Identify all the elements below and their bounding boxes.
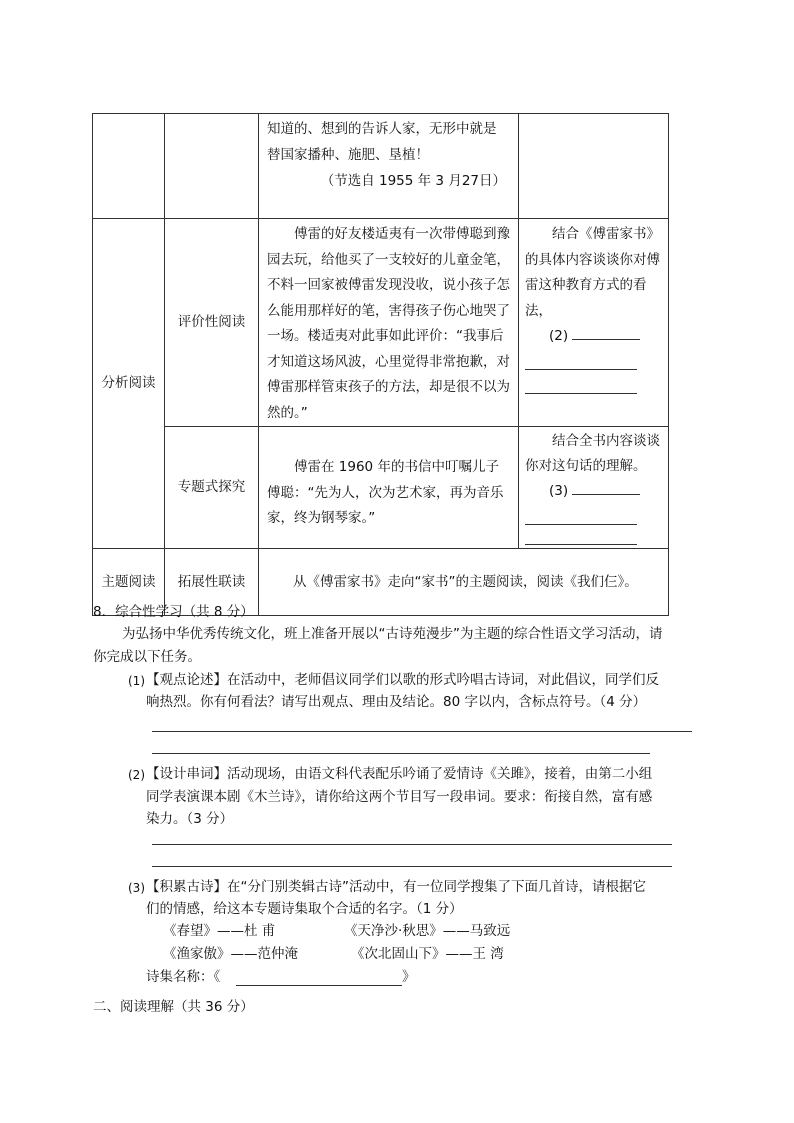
collection-name-close: 》 — [402, 969, 416, 985]
answer-line[interactable] — [152, 844, 672, 845]
collection-name-blank[interactable] — [236, 985, 402, 986]
task-2-text: 【设计串词】活动现场，由语文科代表配乐吟诵了爱情诗《关雎》，接着，由第二小组 — [146, 766, 653, 782]
task-number-2: (2) — [128, 768, 145, 782]
poem-entry: 《次北固山下》——王 湾 — [351, 946, 504, 962]
poem-entry: 《春望》——杜 甫 — [163, 923, 276, 939]
task-3-text: 【积累古诗】在“分门别类辑古诗”活动中，有一位同学搜集了下面几首诗，请根据它 — [146, 879, 646, 895]
poem-entry: 《渔家傲》——范仲淹 — [163, 946, 298, 962]
reading-type-evaluative: 评价性阅读 — [165, 219, 259, 427]
answer-blank[interactable] — [525, 373, 637, 394]
answer-line[interactable] — [152, 731, 692, 732]
poem-entry: 《天净沙·秋思》——马致远 — [344, 923, 511, 939]
task-number-3: (3) — [128, 881, 145, 895]
section-label-analysis: 分析阅读 — [93, 219, 165, 549]
thematic-task: 结合全书内容谈谈你对这句话的理解。 — [525, 433, 660, 474]
q8-intro: 为弘扬中华优秀传统文化，班上准备开展以“古诗苑漫步”为主题的综合性语文学习活动，请 — [122, 626, 663, 642]
excerpt-line: 知道的、想到的告诉人家，无形中就是 — [267, 121, 497, 137]
evaluative-task-cell — [519, 219, 669, 427]
excerpt-source: （节选自 1955 年 3 月27日） — [320, 173, 506, 189]
answer-line[interactable] — [152, 753, 650, 754]
extended-text: 从《傅雷家书》走向“家书”的主题阅读，阅读《我们仨》。 — [259, 549, 669, 616]
task-1-text: 响热烈。你有何看法？请写出观点、理由及结论。80 字以内，含标点符号。（4 分） — [146, 694, 647, 710]
excerpt-line: 替国家播种、施肥、垦植！ — [267, 147, 429, 163]
answer-blank[interactable] — [525, 504, 637, 525]
answer-blank[interactable] — [525, 349, 637, 370]
task-2-text: 染力。（3 分） — [146, 811, 234, 827]
evaluative-task: 结合《傅雷家书》的具体内容谈谈你对傅雷这种教育方式的看法， — [525, 226, 660, 319]
thematic-task-cell — [519, 427, 669, 549]
empty-cell — [519, 114, 669, 219]
q8-intro: 你完成以下任务。 — [93, 649, 201, 665]
blank-number-2: (2) — [549, 328, 569, 344]
q8-title: 8．综合性学习（共 8 分） — [93, 604, 254, 620]
task-1-text: 【观点论述】在活动中，老师倡议同学们以歌的形式吟唱古诗词，对此倡议，同学们反 — [146, 672, 659, 688]
reading-table — [92, 113, 669, 616]
thematic-text-cell — [259, 427, 519, 549]
task-3-text: 们的情感，给这本专题诗集取个合适的名字。（1 分） — [146, 901, 463, 917]
section-2-title: 二、阅读理解（共 36 分） — [93, 999, 254, 1015]
reading-type-extended: 拓展性联读 — [165, 549, 259, 616]
evaluative-text-cell — [259, 219, 519, 427]
answer-blank[interactable] — [525, 528, 637, 545]
excerpt-cell — [259, 114, 519, 219]
evaluative-text: 傅雷的好友楼适夷有一次带傅聪到豫园去玩，给他买了一支较好的儿童金笔，不料一回家被傅雷发现没收，说小孩子怎么能用那样好的笔，害得孩子伤心地哭了一场。楼适夷对此事如此评价：“我事后才知道这场风波，心里觉得非常抱歉，对傅雷那样管束孩子的方法，却是很不以为然的。” — [267, 226, 510, 421]
empty-cell — [165, 114, 259, 219]
answer-blank[interactable] — [572, 494, 640, 495]
thematic-text: 傅雷在 1960 年的书信中叮嘱儿子傅聪：“先为人，次为艺术家，再为音乐家，终为钢琴家。” — [267, 459, 504, 526]
task-number-1: (1) — [128, 674, 145, 688]
answer-line[interactable] — [152, 866, 672, 867]
task-2-text: 同学表演课本剧《木兰诗》，请你给这两个节目写一段串词。要求：衔接自然，富有感 — [146, 789, 653, 805]
answer-blank[interactable] — [572, 339, 640, 340]
collection-name-label: 诗集名称：《 — [146, 969, 221, 985]
section-label-theme: 主题阅读 — [93, 549, 165, 616]
blank-number-3: (3) — [549, 483, 569, 499]
reading-type-thematic: 专题式探究 — [165, 427, 259, 549]
empty-cell — [93, 114, 165, 219]
